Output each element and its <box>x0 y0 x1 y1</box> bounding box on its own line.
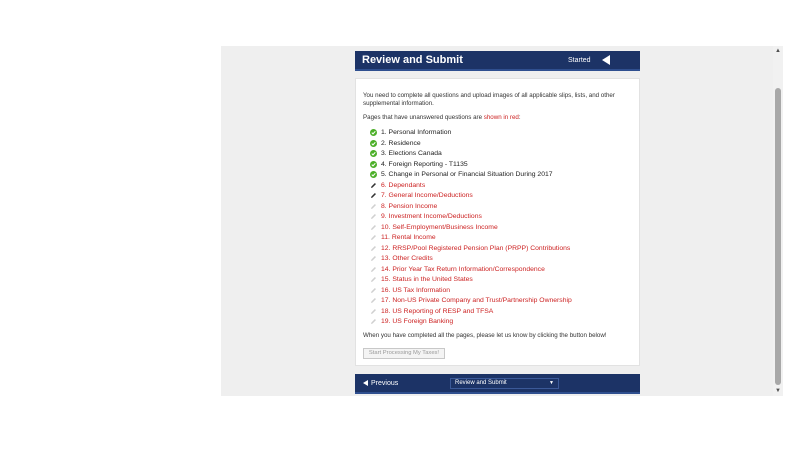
pencil-faded-icon <box>370 287 377 294</box>
page-item-label: 1. Personal Information <box>381 129 452 136</box>
page-item-label: 7. General Income/Deductions <box>381 192 473 199</box>
pencil-faded-icon <box>370 276 377 283</box>
header-bar <box>355 51 640 71</box>
page-item-label: 19. US Foreign Banking <box>381 318 454 325</box>
page-item-label: 17. Non-US Private Company and Trust/Partnership Ownership <box>381 297 572 304</box>
page-item-label: 14. Prior Year Tax Return Information/Correspondence <box>381 265 545 273</box>
vertical-scrollbar[interactable] <box>773 46 783 396</box>
pencil-faded-icon <box>370 245 377 252</box>
closing-text: When you have completed all the pages, please let us know by clicking the button below! <box>363 332 607 339</box>
page-title: Review and Submit <box>362 54 463 66</box>
page-item-label: 12. RRSP/Pool Registered Pension Plan (PRPP) Contributions <box>381 244 571 252</box>
page-item-label: 9. Investment Income/Deductions <box>381 213 482 220</box>
page-item-label: 3. Elections Canada <box>381 150 442 157</box>
scroll-down-arrow-icon[interactable]: ▼ <box>775 388 781 394</box>
pencil-faded-icon <box>370 266 377 273</box>
page-select-value: Review and Submit <box>455 380 507 386</box>
page-select[interactable] <box>450 378 559 389</box>
instructions-text: You need to complete all questions and upload images of all applicable slips, lists, and other supplemental information. <box>363 92 615 107</box>
page-item-label: 13. Other Credits <box>381 255 433 262</box>
previous-label: Previous <box>371 380 399 387</box>
status-text: Started <box>568 57 591 64</box>
page-item-label: 11. Rental Income <box>381 234 436 241</box>
content-panel <box>355 78 640 366</box>
unanswered-note-prefix: Pages that have unanswered questions are <box>363 114 484 121</box>
pencil-faded-icon <box>370 234 377 241</box>
page-item-label: 10. Self-Employment/Business Income <box>381 223 498 231</box>
page-item-label: 4. Foreign Reporting - T1135 <box>381 160 468 168</box>
pencil-faded-icon <box>370 224 377 231</box>
page-item-label: 2. Residence <box>381 139 421 147</box>
unanswered-note-suffix: : <box>518 114 521 121</box>
unanswered-note-highlight: shown in red <box>483 114 519 121</box>
pencil-faded-icon <box>370 203 377 210</box>
page-item-label: 18. US Reporting of RESP and TFSA <box>381 307 494 315</box>
page-item-label: 6. Dependants <box>381 181 426 189</box>
pencil-icon <box>370 192 377 199</box>
back-arrow-icon[interactable] <box>602 55 610 65</box>
pencil-faded-icon <box>370 255 377 262</box>
scroll-up-arrow-icon[interactable]: ▲ <box>775 48 781 54</box>
pencil-icon <box>370 182 377 189</box>
page-item-label: 16. US Tax Information <box>381 286 451 294</box>
page-item-label: 15. Status in the United States <box>381 276 473 283</box>
chevron-down-icon: ▼ <box>549 380 554 386</box>
check-circle-icon <box>370 161 377 168</box>
footer-bar <box>355 374 640 394</box>
unanswered-note <box>363 114 628 122</box>
page-item-label: 8. Pension Income <box>381 202 438 210</box>
scroll-thumb[interactable] <box>775 88 781 385</box>
start-processing-button[interactable]: Start Processing My Taxes! <box>363 348 445 359</box>
pencil-faded-icon <box>370 213 377 220</box>
check-circle-icon <box>370 150 377 157</box>
check-circle-icon <box>370 171 377 178</box>
previous-arrow-icon <box>363 380 368 386</box>
page-item-label: 5. Change in Personal or Financial Situation During 2017 <box>381 171 553 178</box>
pencil-faded-icon <box>370 297 377 304</box>
pencil-faded-icon <box>370 308 377 315</box>
check-circle-icon <box>370 140 377 147</box>
check-circle-icon <box>370 129 377 136</box>
pencil-faded-icon <box>370 318 377 325</box>
